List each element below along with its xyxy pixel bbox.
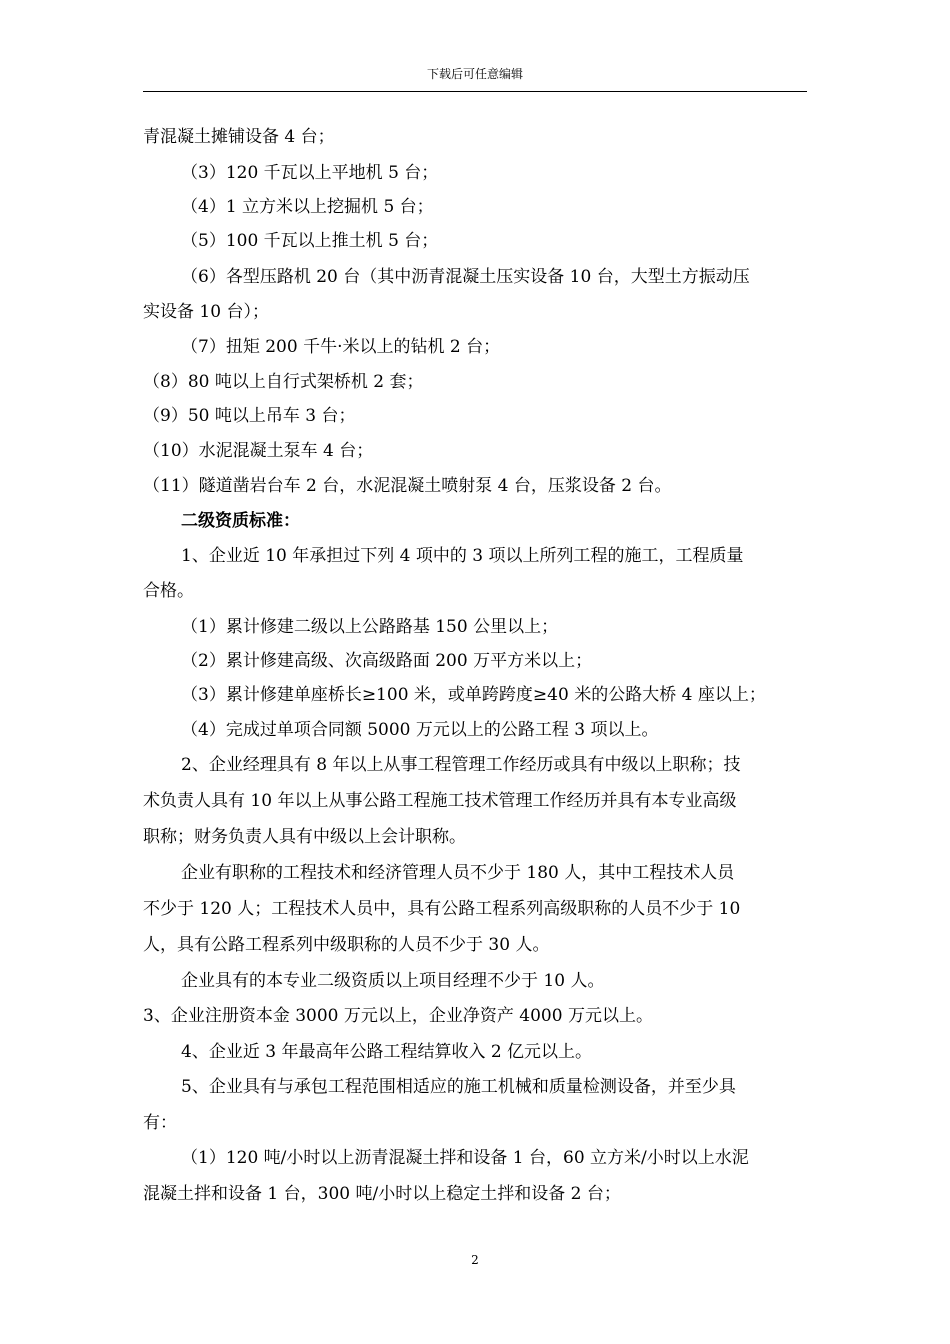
text-line: 实设备 10 台）； [143, 302, 269, 322]
header-divider [143, 91, 807, 92]
text-line: （10）水泥混凝土泵车 4 台； [143, 441, 374, 461]
text-line: （4）完成过单项合同额 5000 万元以上的公路工程 3 项以上。 [181, 720, 659, 740]
text-line: 3、企业注册资本金 3000 万元以上，企业净资产 4000 万元以上。 [143, 1006, 653, 1026]
page-header: 下载后可任意编辑 [426, 67, 523, 81]
text-line: （3）累计修建单座桥长≥100 米，或单跨跨度≥40 米的公路大桥 4 座以上； [181, 685, 766, 705]
section-heading: 二级资质标准： [181, 511, 300, 531]
text-line: 青混凝土摊铺设备 4 台； [143, 127, 335, 147]
text-line: 职称；财务负责人具有中级以上会计职称。 [143, 827, 466, 847]
text-line: 人，具有公路工程系列中级职称的人员不少于 30 人。 [143, 935, 550, 955]
text-line: 混凝土拌和设备 1 台，300 吨/小时以上稳定土拌和设备 2 台； [143, 1184, 621, 1204]
text-line: （6）各型压路机 20 台（其中沥青混凝土压实设备 10 台，大型土方振动压 [181, 267, 750, 287]
text-line: （1）120 吨/小时以上沥青混凝土拌和设备 1 台，60 立方米/小时以上水泥 [181, 1148, 749, 1168]
page-number: 2 [471, 1253, 479, 1267]
text-line: （7）扭矩 200 千牛·米以上的钻机 2 台； [181, 337, 501, 357]
text-line: 1、企业近 10 年承担过下列 4 项中的 3 项以上所列工程的施工，工程质量 [181, 546, 744, 566]
text-line: （2）累计修建高级、次高级路面 200 万平方米以上； [181, 651, 593, 671]
text-line: 不少于 120 人；工程技术人员中，具有公路工程系列高级职称的人员不少于 10 [143, 899, 741, 919]
text-line: 有： [143, 1113, 177, 1133]
text-line: （8）80 吨以上自行式架桥机 2 套； [143, 372, 424, 392]
text-line: 企业有职称的工程技术和经济管理人员不少于 180 人，其中工程技术人员 [181, 863, 735, 883]
text-line: （1）累计修建二级以上公路路基 150 公里以上； [181, 617, 559, 637]
text-line: 2、企业经理具有 8 年以上从事工程管理工作经历或具有中级以上职称；技 [181, 755, 741, 775]
text-line: （4）1 立方米以上挖掘机 5 台； [181, 197, 434, 217]
text-line: （3）120 千瓦以上平地机 5 台； [181, 163, 439, 183]
text-line: （11）隧道凿岩台车 2 台，水泥混凝土喷射泵 4 台，压浆设备 2 台。 [143, 476, 672, 496]
text-line: 合格。 [143, 581, 194, 601]
text-line: 术负责人具有 10 年以上从事公路工程施工技术管理工作经历并具有本专业高级 [143, 791, 737, 811]
text-line: （5）100 千瓦以上推土机 5 台； [181, 231, 439, 251]
text-line: 5、企业具有与承包工程范围相适应的施工机械和质量检测设备，并至少具 [181, 1077, 736, 1097]
text-line: （9）50 吨以上吊车 3 台； [143, 406, 356, 426]
text-line: 4、企业近 3 年最高年公路工程结算收入 2 亿元以上。 [181, 1042, 593, 1062]
text-line: 企业具有的本专业二级资质以上项目经理不少于 10 人。 [181, 971, 605, 991]
